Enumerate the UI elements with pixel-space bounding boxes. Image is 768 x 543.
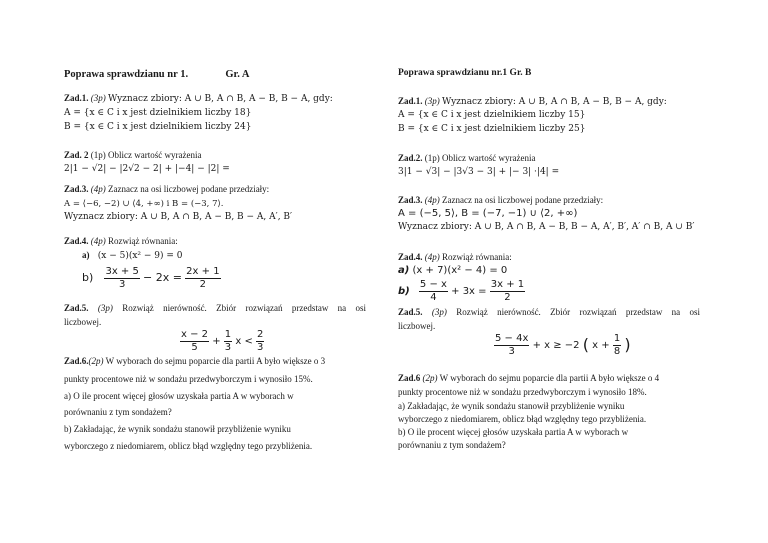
a-task6-text: W wyborach do sejmu poparcie dla partii A było większe o 3 [105,356,326,366]
a-task4-header [64,236,178,247]
b-task3-header [398,195,603,206]
denominator: 3 [508,345,515,357]
group-b-title: Poprawa sprawdzianu nr.1 Gr. B [398,68,532,78]
b-task6-question-a2: wyborczego z niedomiarem, oblicz błąd względny tego przybliżenia. [398,414,647,424]
a-task4-text: Rozwiąż równania: [108,236,178,246]
a-task2-header [64,150,201,161]
b-task1-text: Wyznacz zbiory: A ∪ B, A ∩ B, A − B, B − A, gdy: [442,97,667,107]
b-task6-line1 [398,373,659,384]
b-task4-points: (4p) [424,252,440,262]
b-task6-question-b2: porównaniu z tym sondażem? [398,440,506,450]
a-task3-number: Zad.3. [64,184,89,194]
b-task5-close-paren: ) [624,335,631,354]
b-task5-line1 [398,307,700,318]
a-task4-b-fraction2 [185,266,220,290]
b-task2-expression: 3|1 − √3| − |3√3 − 3| + |− 3| ·|4| = [398,167,560,177]
a-task2-number: Zad. 2 [64,150,89,160]
b-task3-points: (4p) [424,195,440,205]
a-task4-b [82,266,221,290]
denominator: 3 [224,341,232,353]
a-task6-line1 [64,356,325,367]
b-task6-line2: punkty procentowe niż w sondażu przedwyborczym i wynosiło 18%. [398,387,647,397]
denominator: 8 [613,345,621,357]
b-task5-number: Zad.5. [398,307,423,317]
numerator: 3x + 5 [105,266,139,277]
b-task2-points: (1p) [424,153,440,163]
b-task4-header [398,252,512,263]
a-task5-number: Zad.5. [64,303,89,313]
b-task2-text: Oblicz wartość wyrażenia [442,153,536,163]
b-task5-fraction2 [613,333,621,357]
b-task1-set-b: B = {x ∈ C i x jest dzielnikiem liczby 25} [398,124,586,134]
a-task3-task: Wyznacz zbiory: A ∪ B, A ∩ B, A − B, B − A, A′, B′ [64,212,293,222]
numerator: 5 − x [419,279,447,290]
b-task2-header [398,153,535,164]
b-task1-points: (3p) [424,96,440,106]
b-task4-a [398,265,507,278]
b-task4-number: Zad.4. [398,252,423,262]
a-task6-question-b1: b) Zakładając, że wynik sondażu stanowił przybliżenie wyniku [64,424,291,434]
numerator: 5 − 4x [495,333,529,344]
numerator: 1 [224,329,232,340]
a-task3-sets: A = ⟨−6, −2) ∪ ⟨4, +∞) i B = (−3, 7⟩. [64,199,224,209]
a-task1-number: Zad.1. [64,93,89,103]
b-task1-header [398,96,667,108]
numerator: 2x + 1 [186,266,220,277]
a-task2-text: Oblicz wartość wyrażenia [108,150,202,160]
b-task5-middle: + x ≥ −2 [532,340,580,351]
a-task4-a [82,250,183,262]
a-task5-text: Rozwiąż nierówność. Zbiór rozwiązań przedstaw na osi [122,303,367,313]
a-task6-question-b2: wyborczego z niedomiarem, oblicz błąd względny tego przybliżenia. [64,441,313,451]
a-task5-line1 [64,303,366,314]
a-task2-expression: 2|1 − √2| − |2√2 − 2| + |−4| − |2| = [64,164,230,174]
b-task4-b [398,279,525,303]
group-a-title-line [64,68,249,81]
a-task5-fraction2 [224,329,232,353]
a-task6-line2: punkty procentowe niż w sondażu przedwyborczym i wynosiło 15%. [64,374,313,384]
b-task1-set-a: A = {x ∈ C i x jest dzielnikiem liczby 15} [398,110,586,120]
b-task4-b-middle: + 3x = [451,286,487,297]
a-task5-line2: liczbowej. [64,317,102,327]
a-task4-number: Zad.4. [64,236,89,246]
b-task5-line2: liczbowej. [398,321,436,331]
b-task5-text: Rozwiąż nierówność. Zbiór rozwiązań przedstaw na osi [456,307,701,317]
a-task1-set-b: B = {x ∈ C i x jest dzielnikiem liczby 24} [64,122,252,132]
a-task3-header [64,184,269,195]
b-task2-number: Zad.2. [398,153,423,163]
b-task6-question-a1: a) Zakładając, że wynik sondażu stanowił przybliżenie wyniku [398,401,625,411]
b-task5-x: x + [592,340,610,351]
a-task3-text: Zaznacz na osi liczbowej podane przedziały: [108,184,270,194]
a-task4-b-middle: − 2x = [143,271,182,284]
a-task6-question-a1: a) O ile procent więcej głosów uzyskała partia A w wyborach w [64,391,294,401]
denominator: 2 [199,278,207,290]
a-task5-inequality [180,329,264,353]
b-task4-b-fraction2 [490,279,525,303]
a-task1-text: Wyznacz zbiory: A ∪ B, A ∩ B, A − B, B − A, gdy: [108,94,333,104]
denominator: 3 [257,341,264,353]
b-task4-b-fraction1 [419,279,448,303]
a-task4-b-fraction1 [104,266,139,290]
denominator: 2 [504,291,511,303]
b-task4-a-label: a) [398,265,410,276]
a-task4-a-equation: (x − 5)(x² − 9) = 0 [97,251,183,261]
b-task5-inequality [494,333,631,357]
b-task4-a-equation: (x + 7)(x² − 4) = 0 [412,265,508,276]
a-task1-header [64,93,333,105]
a-task4-b-label: b) [82,271,94,284]
b-task3-task: Wyznacz zbiory: A ∪ B, A ∩ B, A − B, B − A, A′, B′, A′ ∩ B, A ∪ B′ [398,222,695,232]
b-task4-b-label: b) [398,286,410,297]
a-task5-points: (3p) [97,303,113,313]
b-task1-number: Zad.1. [398,96,423,106]
b-task3-text: Zaznacz na osi liczbowej podane przedziały: [442,195,604,205]
a-task1-set-a: A = {x ∈ C i x jest dzielnikiem liczby 18} [64,108,252,118]
a-task4-points: (4p) [90,236,106,246]
b-task6-number: Zad.6 [398,373,421,383]
a-task5-plus: + [212,336,221,347]
a-task6-question-a2: porównaniu z tym sondażem? [64,407,172,417]
group-a-label: Gr. A [225,69,250,80]
a-task5-x: x < [235,336,253,347]
a-task6-number: Zad.6. [64,356,89,366]
numerator: 2 [257,329,264,340]
denominator: 5 [191,341,198,353]
denominator: 4 [430,291,437,303]
denominator: 3 [118,278,126,290]
b-task5-fraction1 [494,333,529,357]
a-task6-points: (2p) [88,356,104,366]
b-task3-sets: A = (−5, 5⟩, B = (−7, −1) ∪ ⟨2, +∞) [398,208,578,219]
a-task1-points: (3p) [90,93,106,103]
numerator: x − 2 [181,329,209,340]
a-task2-points: (1p) [90,150,106,160]
numerator: 3x + 1 [490,279,525,290]
a-task5-fraction1 [180,329,209,353]
b-task3-number: Zad.3. [398,195,423,205]
a-task3-points: (4p) [90,184,106,194]
group-a-title: Poprawa sprawdzianu nr 1. [64,69,189,80]
b-task6-points: (2p) [422,373,438,383]
a-task5-fraction3 [256,329,264,353]
numerator: 1 [613,333,621,344]
b-task4-text: Rozwiąż równania: [442,252,512,262]
b-task6-text: W wyborach do sejmu poparcie dla partii A było większe o 4 [439,373,660,383]
a-task4-a-label: a) [82,250,90,260]
b-task5-points: (3p) [431,307,447,317]
b-task5-open-paren: ( [582,335,589,354]
b-task6-question-b1: b) O ile procent więcej głosów uzyskała partia A w wyborach w [398,427,629,437]
